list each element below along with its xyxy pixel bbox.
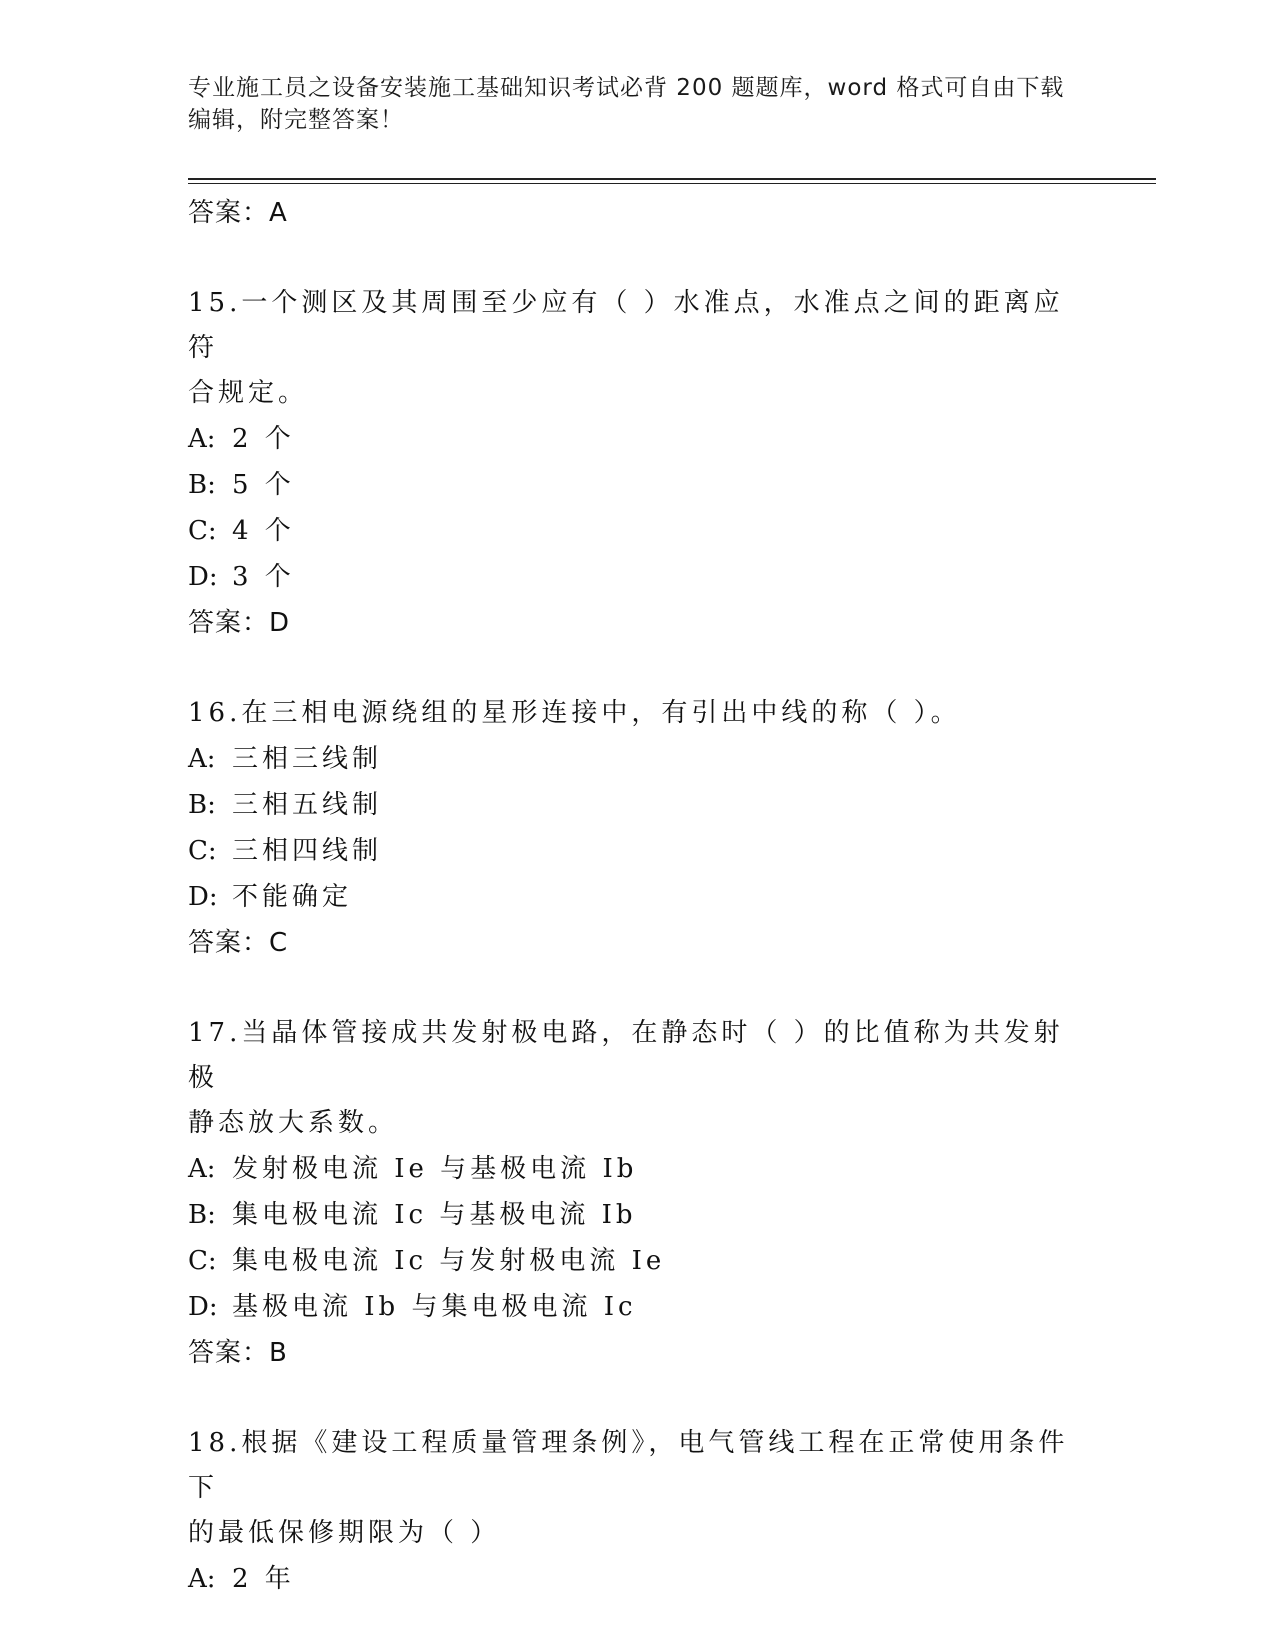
option-text: 集电极电流 Ic 与发射极电流 Ie (232, 1246, 666, 1276)
option-text: 基极电流 Ib 与集电极电流 Ic (232, 1292, 637, 1322)
option-text: 三相三线制 (232, 744, 383, 774)
option-key: A: (188, 1154, 216, 1184)
option-a (188, 736, 1088, 782)
option-c (188, 1238, 1088, 1284)
option-d (188, 874, 1088, 920)
question-18 (188, 1421, 1088, 1602)
option-key: C: (188, 836, 217, 866)
option-key: B: (188, 1200, 216, 1230)
option-b (188, 782, 1088, 828)
question-text-line: 的最低保修期限为（ ） (188, 1518, 501, 1548)
option-a (188, 1146, 1088, 1192)
option-text: 4 个 (232, 516, 295, 546)
question-15 (188, 281, 1088, 646)
option-c (188, 828, 1088, 874)
question-text-line: 18.根据《建设工程质量管理条例》，电气管线工程在正常使用条件下 (188, 1428, 1069, 1503)
question-list (188, 190, 1088, 1602)
option-key: C: (188, 1246, 217, 1276)
answer-line: 答案：D (188, 608, 291, 638)
option-text: 集电极电流 Ic 与基极电流 Ib (232, 1200, 637, 1230)
option-text: 2 个 (232, 424, 295, 454)
header-divider-thick (188, 178, 1156, 180)
question-text-line: 17.当晶体管接成共发射极电路，在静态时（ ）的比值称为共发射极 (188, 1018, 1064, 1093)
option-text: 5 个 (232, 470, 295, 500)
question-17 (188, 1011, 1088, 1376)
previous-answer: 答案：A (188, 198, 288, 228)
header-line-2: 编辑，附完整答案！ (188, 107, 404, 133)
answer-line: 答案：C (188, 928, 289, 958)
option-d (188, 1284, 1088, 1330)
option-a (188, 1556, 1088, 1602)
header-divider-thin (188, 183, 1156, 184)
question-text-line: 静态放大系数。 (188, 1108, 399, 1138)
option-key: D: (188, 882, 218, 912)
option-d (188, 554, 1088, 600)
option-key: B: (188, 470, 216, 500)
question-16 (188, 691, 1088, 966)
option-c (188, 508, 1088, 554)
question-text-line: 15.一个测区及其周围至少应有（ ）水准点，水准点之间的距离应符 (188, 288, 1064, 363)
question-text-line: 16.在三相电源绕组的星形连接中，有引出中线的称（ ）。 (188, 698, 961, 728)
option-key: D: (188, 1292, 218, 1322)
question-text-line: 合规定。 (188, 378, 309, 408)
option-key: A: (188, 744, 216, 774)
option-text: 三相四线制 (232, 836, 383, 866)
option-key: A: (188, 424, 216, 454)
option-text: 3 个 (232, 562, 295, 592)
option-b (188, 1192, 1088, 1238)
option-a (188, 416, 1088, 462)
option-key: C: (188, 516, 217, 546)
document-header (188, 72, 1068, 136)
option-b (188, 462, 1088, 508)
option-key: D: (188, 562, 218, 592)
header-line-1: 专业施工员之设备安装施工基础知识考试必背 200 题题库，word 格式可自由下载 (188, 75, 1065, 101)
option-key: A: (188, 1564, 216, 1594)
option-text: 2 年 (232, 1564, 295, 1594)
option-text: 三相五线制 (232, 790, 383, 820)
option-text: 不能确定 (232, 882, 353, 912)
option-text: 发射极电流 Ie 与基极电流 Ib (232, 1154, 638, 1184)
option-key: B: (188, 790, 216, 820)
answer-line: 答案：B (188, 1338, 288, 1368)
